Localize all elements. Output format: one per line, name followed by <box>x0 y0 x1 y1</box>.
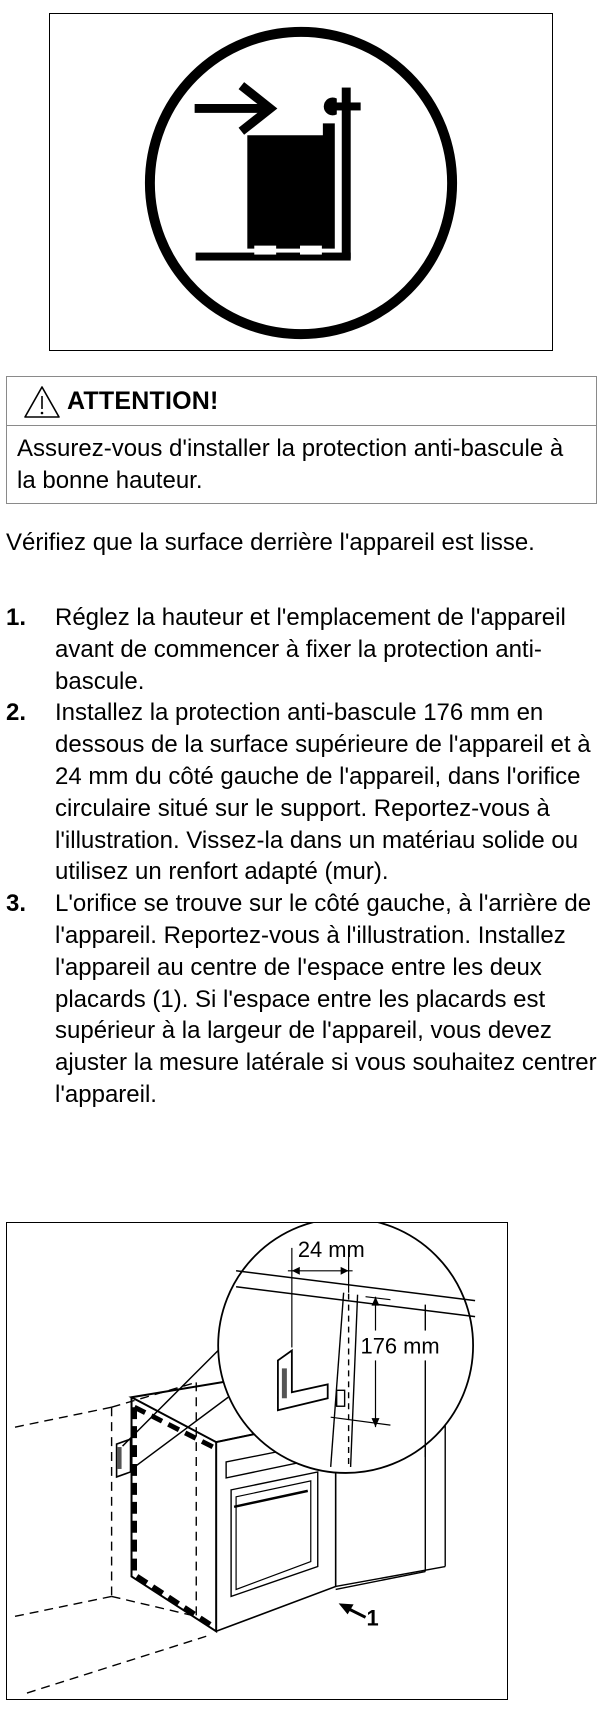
list-item <box>6 697 602 888</box>
step-number: 2. <box>6 699 27 727</box>
warning-triangle-icon <box>23 385 61 419</box>
steps-list <box>6 602 602 1111</box>
step-text: Réglez la hauteur et l'emplacement de l'appareil avant de commencer à fixer la protection anti-bascule. <box>55 604 566 695</box>
dimension-24mm-label: 24 mm <box>297 1236 365 1262</box>
installation-diagram <box>7 1223 507 1699</box>
warning-box <box>6 376 597 504</box>
list-item <box>6 888 602 1111</box>
installation-illustration <box>6 1222 508 1700</box>
callout-number: 1 <box>366 1605 379 1631</box>
list-item <box>6 602 602 697</box>
step-text: Installez la protection anti-bascule 176 mm en dessous de la surface supérieure de l'appareil et à 24 mm du côté gauche de l'appareil, dans l'orifice circulaire situé sur le support. Reportez-vous à l'illustration. Vissez-la dans un matériau solide ou utilisez un renfort adapté (mur). <box>55 699 591 886</box>
dimension-176mm-label: 176 mm <box>360 1333 440 1359</box>
warning-header <box>7 377 596 426</box>
warning-text: Assurez-vous d'installer la protection anti-bascule à la bonne hauteur. <box>17 435 564 494</box>
anti-tip-pictogram-frame <box>49 13 553 351</box>
step-number: 3. <box>6 890 27 918</box>
step-number: 1. <box>6 604 27 631</box>
warning-title: ATTENTION! <box>67 386 219 415</box>
intro-paragraph: Vérifiez que la surface derrière l'appareil est lisse. <box>6 529 535 556</box>
step-text: L'orifice se trouve sur le côté gauche, à l'arrière de l'appareil. Reportez-vous à l'illustration. Installez l'appareil au centre de l'espace entre les deux placards (1). Si l'espace entre les placards est supérieur à la largeur de l'appareil, vous devez ajuster la mesure latérale si vous souhaitez centrer l'appareil. <box>55 890 597 1108</box>
anti-tip-bracket-pictogram-icon <box>50 14 552 350</box>
